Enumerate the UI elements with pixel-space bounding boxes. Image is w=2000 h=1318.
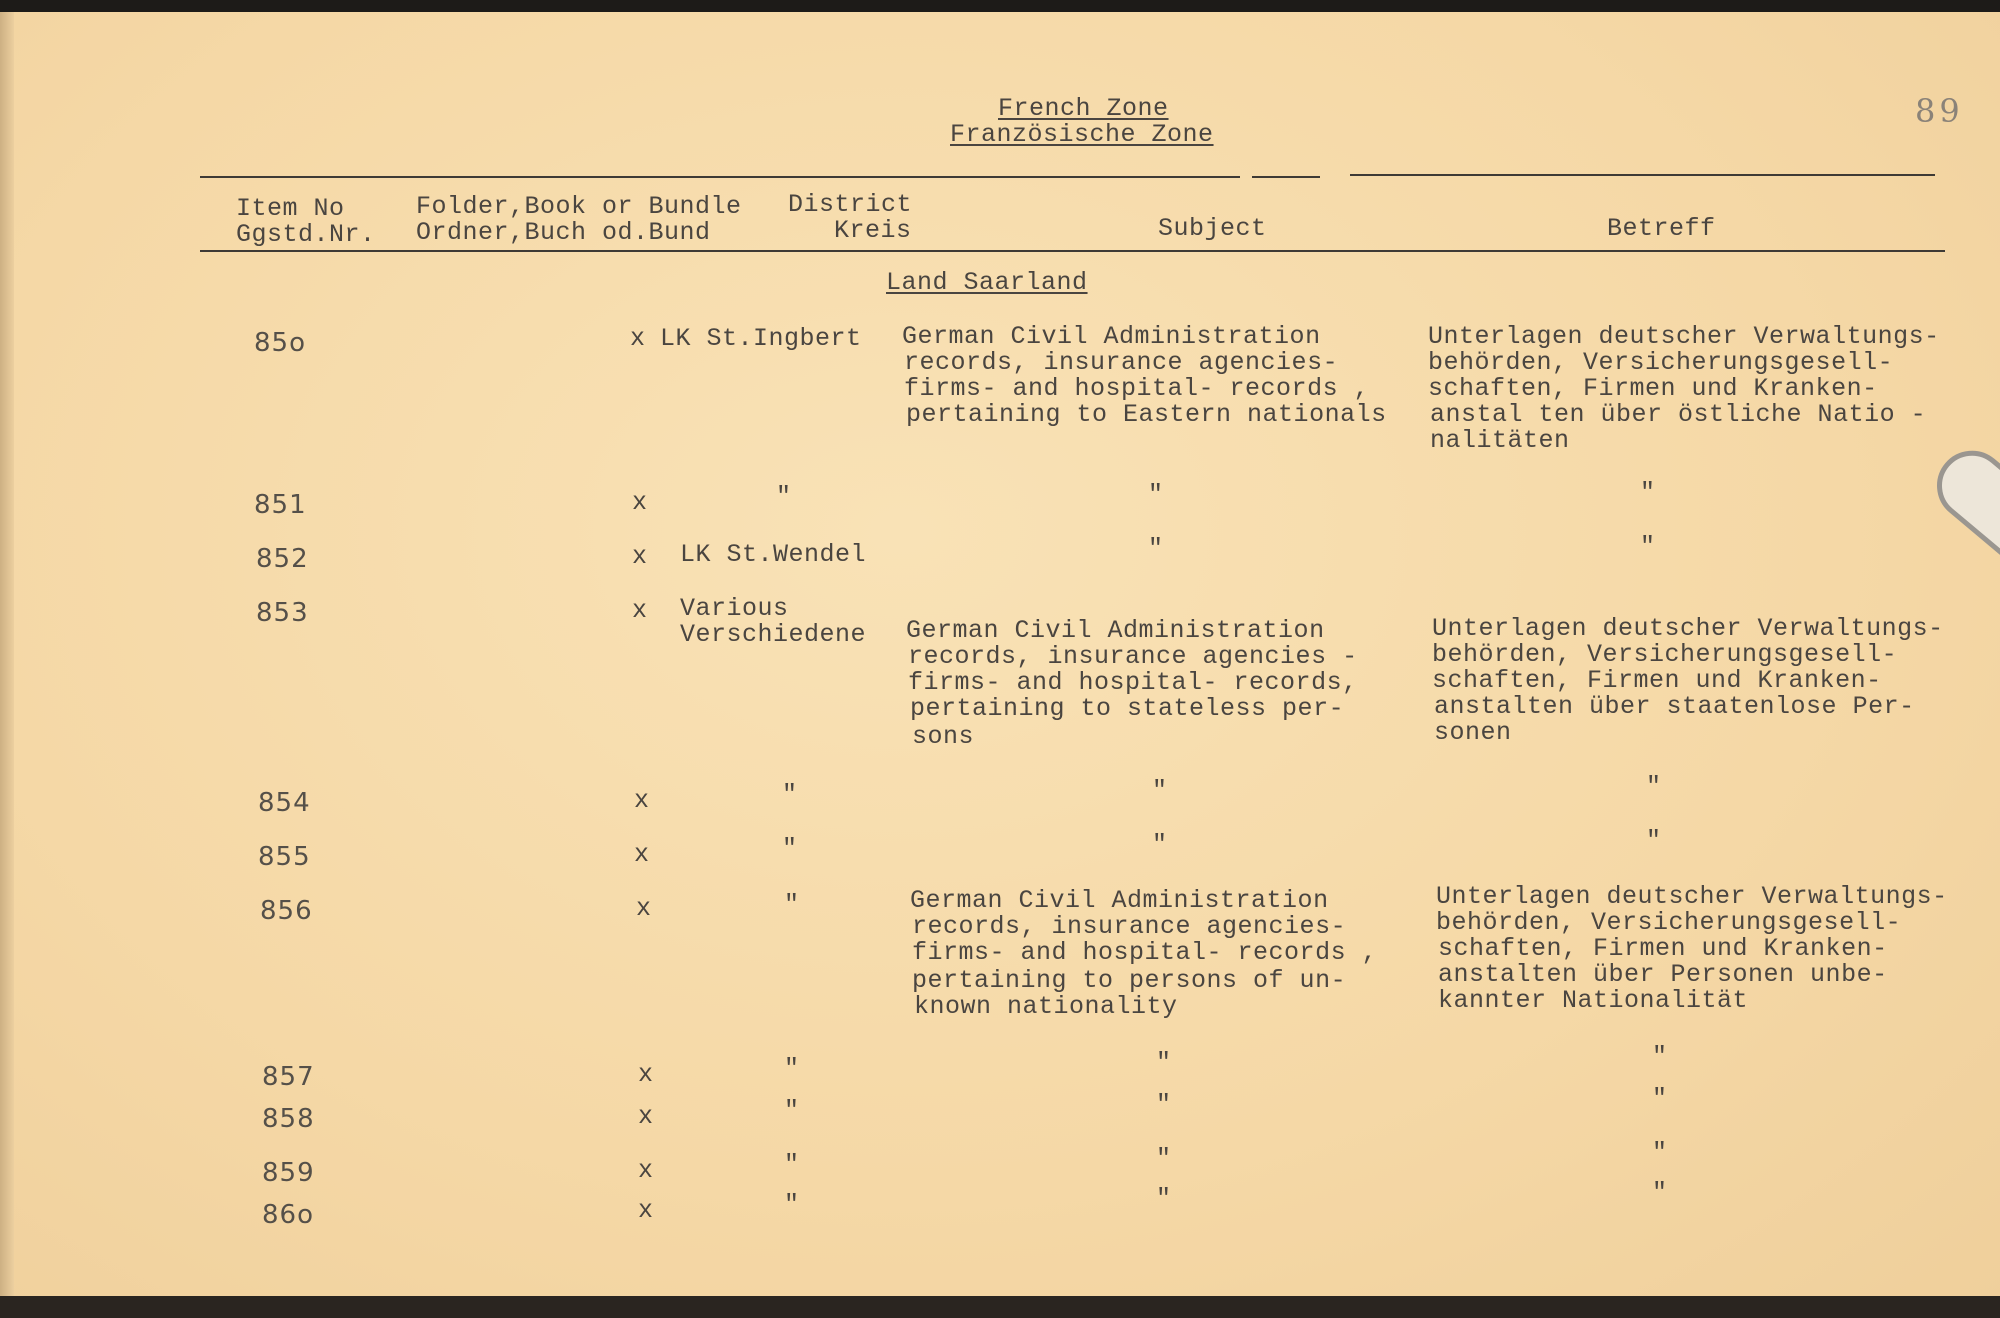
header-rule-bottom <box>200 250 1945 252</box>
betreff-line: schaften, Firmen und Kranken- <box>1428 374 1878 403</box>
x-mark: x <box>632 488 648 517</box>
betreff-line: Unterlagen deutscher Verwaltungs- <box>1428 322 1940 351</box>
betreff-line: nalitäten <box>1430 426 1570 455</box>
subject-line: German Civil Administration <box>906 616 1325 645</box>
x-mark: x <box>634 786 650 815</box>
x-mark: x <box>638 1060 654 1089</box>
betreff-line: anstalten über staatenlose Per- <box>1434 692 1915 721</box>
betreff-line: behörden, Versicherungsgesell- <box>1428 348 1894 377</box>
subject-line: firms- and hospital- records , <box>912 938 1378 967</box>
betreff-line: anstalten über Personen unbe- <box>1438 960 1888 989</box>
subject-ditto: " <box>1156 1090 1172 1119</box>
subject-line: German Civil Administration <box>910 886 1329 915</box>
item-number: 859 <box>262 1158 315 1188</box>
header-rule-top-segment <box>1252 176 1320 178</box>
subject-line: records, insurance agencies - <box>908 642 1358 671</box>
betreff-line: kannter Nationalität <box>1438 986 1749 1015</box>
col-item-de: Ggstd.Nr. <box>236 220 376 249</box>
subject-ditto: " <box>1148 534 1164 563</box>
col-betreff: Betreff <box>1607 214 1716 243</box>
subject-ditto: " <box>1152 830 1168 859</box>
x-mark: x <box>632 596 648 625</box>
subject-line: firms- and hospital- records , <box>904 374 1370 403</box>
district-ditto: " <box>782 780 798 809</box>
district-ditto: " <box>776 482 792 511</box>
betreff-ditto: " <box>1646 772 1662 801</box>
district-ditto: " <box>784 1054 800 1083</box>
item-number: 853 <box>256 598 309 628</box>
betreff-line: schaften, Firmen und Kranken- <box>1438 934 1888 963</box>
col-district-en: District <box>788 190 913 219</box>
x-mark: x <box>632 542 648 571</box>
x-mark: x <box>638 1156 654 1185</box>
betreff-ditto: " <box>1652 1084 1668 1113</box>
subject-line: pertaining to Eastern nationals <box>906 400 1387 429</box>
district: LK St.Ingbert <box>660 324 862 353</box>
item-number: 851 <box>254 490 307 520</box>
district: Verschiedene <box>680 620 867 649</box>
col-item-en: Item No <box>236 194 345 223</box>
district: Various <box>680 594 789 623</box>
col-subject: Subject <box>1158 214 1267 243</box>
subject-ditto: " <box>1156 1184 1172 1213</box>
page-binding <box>0 12 14 1310</box>
district-ditto: " <box>784 1096 800 1125</box>
betreff-ditto: " <box>1652 1042 1668 1071</box>
betreff-line: anstal ten über östliche Natio - <box>1430 400 1927 429</box>
x-mark: x <box>638 1196 654 1225</box>
subject-ditto: " <box>1148 480 1164 509</box>
subject-line: sons <box>912 722 975 751</box>
betreff-ditto: " <box>1640 532 1656 561</box>
x-mark: x <box>630 324 646 353</box>
item-number: 855 <box>258 842 311 872</box>
subject-line: firms- and hospital- records, <box>908 668 1358 697</box>
district: LK St.Wendel <box>680 540 867 569</box>
page-number: 89 <box>1915 92 1964 130</box>
x-mark: x <box>638 1102 654 1131</box>
betreff-line: behörden, Versicherungsgesell- <box>1436 908 1902 937</box>
betreff-ditto: " <box>1652 1178 1668 1207</box>
subject-line: pertaining to stateless per- <box>910 694 1345 723</box>
betreff-line: behörden, Versicherungsgesell- <box>1432 640 1898 669</box>
district-ditto: " <box>782 834 798 863</box>
subject-ditto: " <box>1156 1144 1172 1173</box>
betreff-line: sonen <box>1434 718 1512 747</box>
betreff-ditto: " <box>1646 826 1662 855</box>
subject-ditto: " <box>1152 776 1168 805</box>
betreff-line: Unterlagen deutscher Verwaltungs- <box>1432 614 1944 643</box>
item-number: 856 <box>260 896 313 926</box>
subject-line: records, insurance agencies- <box>912 912 1347 941</box>
item-number: 85o <box>254 328 306 358</box>
x-mark: x <box>634 840 650 869</box>
district-ditto: " <box>784 1150 800 1179</box>
subject-line: records, insurance agencies- <box>904 348 1339 377</box>
item-number: 857 <box>262 1062 315 1092</box>
page-edge-shadow <box>0 1296 2000 1318</box>
betreff-ditto: " <box>1640 478 1656 507</box>
x-mark: x <box>636 894 652 923</box>
betreff-ditto: " <box>1652 1138 1668 1167</box>
section-heading: Land Saarland <box>886 268 1088 297</box>
item-number: 852 <box>256 544 309 574</box>
subject-line: pertaining to persons of un- <box>912 966 1347 995</box>
district-ditto: " <box>784 890 800 919</box>
subject-line: German Civil Administration <box>902 322 1321 351</box>
title-german: Französische Zone <box>950 120 1214 149</box>
header-rule-top-right <box>1350 174 1935 176</box>
subject-line: known nationality <box>914 992 1178 1021</box>
col-folder-de: Ordner,Buch od.Bund <box>416 218 711 247</box>
subject-ditto: " <box>1156 1048 1172 1077</box>
col-district-de: Kreis <box>834 216 912 245</box>
item-number: 854 <box>258 788 311 818</box>
betreff-line: Unterlagen deutscher Verwaltungs- <box>1436 882 1948 911</box>
district-ditto: " <box>784 1190 800 1219</box>
col-folder-en: Folder,Book or Bundle <box>416 192 742 221</box>
title-english: French Zone <box>998 94 1169 123</box>
item-number: 858 <box>262 1104 315 1134</box>
item-number: 86o <box>262 1200 314 1230</box>
betreff-line: schaften, Firmen und Kranken- <box>1432 666 1882 695</box>
header-rule-top <box>200 176 1240 178</box>
